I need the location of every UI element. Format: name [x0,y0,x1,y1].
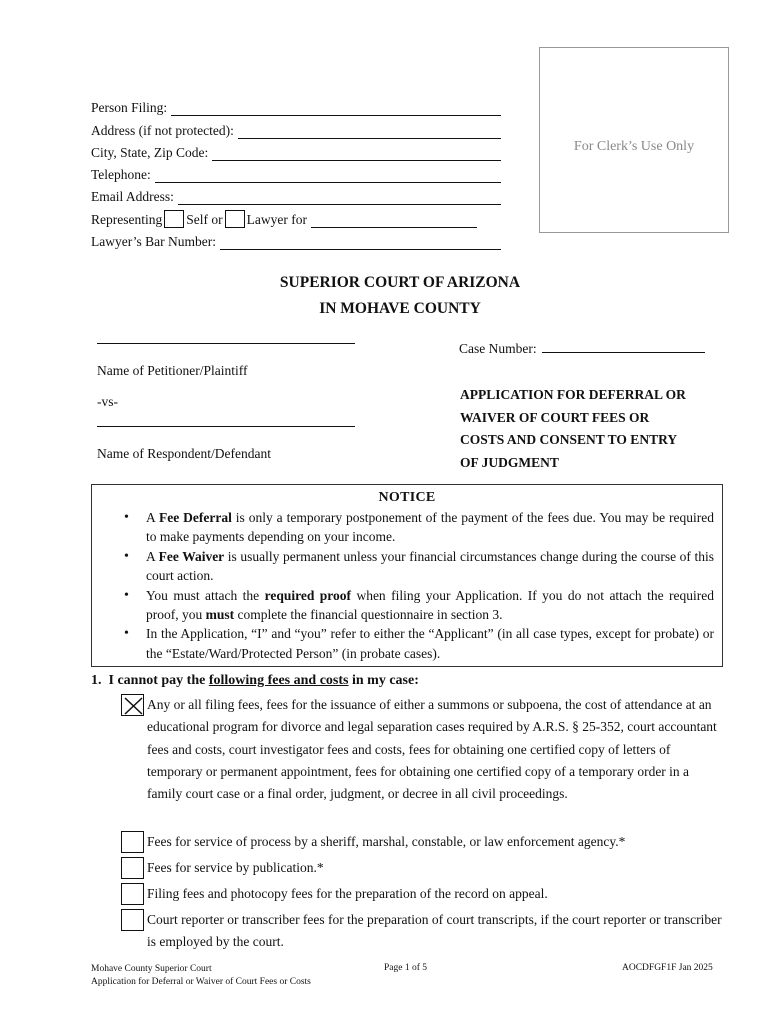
footer-court-name: Mohave County Superior Court [91,964,212,974]
bar-number-field[interactable] [220,238,501,250]
notice-box [91,484,723,667]
fee-text-publication: Fees for service by publication.* [147,860,324,875]
city-field[interactable] [212,149,501,161]
footer-left [91,963,311,989]
application-title-line1: APPLICATION FOR DEFERRAL OR [460,387,686,402]
footer-page-number: Page 1 of 5 [384,963,428,973]
address-field[interactable] [238,127,501,139]
email-row [91,183,501,205]
self-checkbox[interactable] [164,210,184,228]
city-row [91,139,501,161]
application-title-line2: WAIVER OF COURT FEES OR [460,409,650,425]
respondent-field[interactable] [97,426,355,427]
petitioner-label: Name of Petitioner/Plaintiff [97,363,248,378]
representing-label: Representing [91,211,163,227]
filer-info-block [91,94,501,250]
bar-number-label: Lawyer’s Bar Number: [91,234,216,250]
notice-item-fee-deferral: • A Fee Deferral is only a temporary postponement of the payment of the fees due. You may be required to make payments depending on your income. [122,508,714,547]
fee-item-filing-fees [121,694,727,824]
footer-form-name: Application for Deferral or Waiver of Court Fees or Costs [91,977,311,987]
notice-heading: NOTICE [378,490,436,505]
fee-text-service-process: Fees for service of process by a sheriff, marshal, constable, or law enforcement agency.* [147,834,626,849]
fee-checkbox-service-process[interactable] [121,831,144,853]
city-label: City, State, Zip Code: [91,144,209,160]
lawyer-label: Lawyer for [246,211,307,227]
vs-label: -vs- [97,394,118,409]
self-label: Self or [186,211,223,227]
court-title-line2: IN MOHAVE COUNTY [319,300,481,317]
address-row [91,116,501,138]
case-number-label: Case Number: [459,341,537,356]
fee-checkbox-transcripts[interactable] [121,909,144,931]
case-number-field[interactable] [542,341,705,353]
notice-item-fee-waiver: • A Fee Waiver is usually permanent unless your financial circumstances change during the course of this court action. [122,547,714,586]
fee-text-filing: Any or all filing fees, fees for the issuance of either a summons or subpoena, the cost of attendance at an educational program for divorce and legal separation cases required by A.R.S. § 25-352, court accountant fees and costs, court investigator fees and costs, fees for obtaining one certified copy of letters of temporary or permanent appointment, fees for obtaining one certified copy of a temporary order in a family court case or a final order, judgment, or decree in all civil proceedings. [147,697,717,802]
lawyer-for-field[interactable] [311,216,477,228]
email-field[interactable] [178,193,501,205]
fee-text-transcripts: Court reporter or transcriber fees for the preparation of court transcripts, if the court reporter or transcriber is employed by the court. [147,912,722,950]
fee-checkbox-appeal-record[interactable] [121,883,144,905]
telephone-label: Telephone: [91,167,151,183]
court-title-line1: SUPERIOR COURT OF ARIZONA [279,274,521,291]
notice-item-required-proof: • You must attach the required proof when filing your Application. If you do not attach the required proof, you must complete the financial questionnaire in section 3. [122,586,714,625]
case-number-row [459,341,705,357]
section-1-heading: 1. I cannot pay the following fees and costs in my case: [91,673,419,688]
telephone-field[interactable] [155,171,501,183]
email-label: Email Address: [91,189,174,205]
petitioner-field[interactable] [97,343,355,344]
checkmark-x-icon [122,695,145,717]
lawyer-checkbox[interactable] [225,210,245,228]
person-filing-label: Person Filing: [91,100,168,116]
bar-number-row [91,228,501,250]
application-title [460,384,740,474]
clerk-use-box [539,47,729,233]
fee-checkbox-filing[interactable] [121,694,144,716]
footer-form-code: AOCDFGF1F Jan 2025 [622,963,713,973]
notice-list [122,508,714,663]
notice-item-definitions: • In the Application, “I” and “you” refer to either the “Applicant” (in all case types, except for probate) or the “Estate/Ward/Protected Person” (in probate cases). [122,624,714,663]
person-filing-field[interactable] [171,104,501,116]
person-filing-row [91,94,501,116]
representing-row [91,205,501,227]
application-title-line3: COSTS AND CONSENT TO ENTRY [460,432,678,447]
fee-text-appeal-record: Filing fees and photocopy fees for the preparation of the record on appeal. [147,886,548,901]
application-title-line4: OF JUDGMENT [460,454,559,470]
respondent-label: Name of Respondent/Defendant [97,446,271,461]
fee-checkbox-publication[interactable] [121,857,144,879]
telephone-row [91,161,501,183]
address-label: Address (if not protected): [91,122,234,138]
clerk-use-text: For Clerk’s Use Only [573,139,695,154]
